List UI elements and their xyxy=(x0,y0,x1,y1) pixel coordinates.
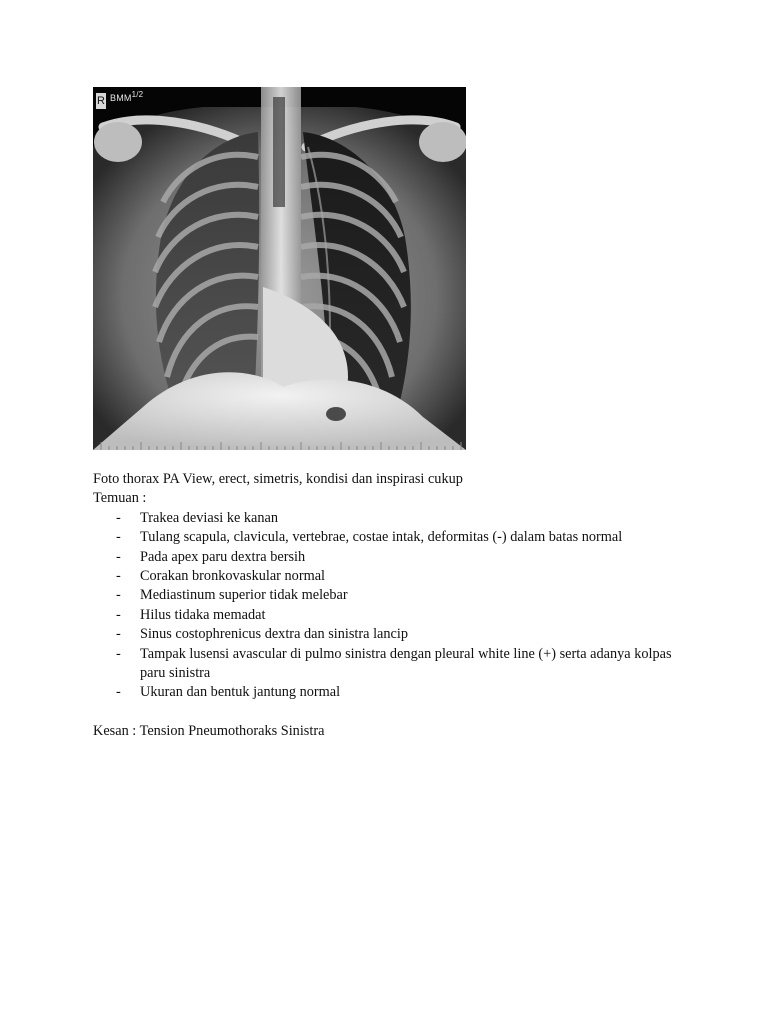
bullet-dash: - xyxy=(116,606,121,623)
chest-xray-drawing xyxy=(93,87,466,450)
finding-text: Tulang scapula, clavicula, vertebrae, costae intak, deformitas (-) dalam batas normal xyxy=(140,529,623,546)
finding-item xyxy=(93,567,693,586)
report-body xyxy=(93,470,693,742)
finding-item xyxy=(93,683,693,702)
finding-text: Sinus costophrenicus dextra dan sinistra lancip xyxy=(140,626,409,643)
finding-text: Pada apex paru dextra bersih xyxy=(140,548,306,565)
bullet-dash: - xyxy=(116,548,121,565)
finding-text: Trakea deviasi ke kanan xyxy=(140,509,279,526)
right-humeral-head xyxy=(94,122,142,162)
finding-item xyxy=(93,528,693,547)
xray-label-id: BMM xyxy=(110,93,132,103)
finding-item xyxy=(93,606,693,625)
gastric-bubble xyxy=(326,407,346,421)
bullet-dash: - xyxy=(116,684,121,701)
left-humeral-head xyxy=(419,122,466,162)
finding-item xyxy=(93,509,693,528)
bullet-dash: - xyxy=(116,645,121,662)
finding-text: Tampak lusensi avascular di pulmo sinistra dengan pleural white line (+) serta adanya kolpas paru sinistra xyxy=(140,645,672,682)
xray-label xyxy=(110,90,143,103)
findings-list xyxy=(93,509,693,703)
bullet-dash: - xyxy=(116,529,121,546)
bullet-dash: - xyxy=(116,509,121,526)
report-header: Foto thorax PA View, erect, simetris, kondisi dan inspirasi cukup xyxy=(93,471,463,487)
chest-xray-image xyxy=(93,87,466,450)
impression: Kesan : Tension Pneumothoraks Sinistra xyxy=(93,723,325,740)
bullet-dash: - xyxy=(116,568,121,585)
finding-text: Ukuran dan bentuk jantung normal xyxy=(140,684,341,701)
finding-item xyxy=(93,645,693,684)
trachea xyxy=(273,97,285,207)
finding-item xyxy=(93,625,693,644)
xray-label-fraction: 1/2 xyxy=(131,90,144,99)
finding-text: Mediastinum superior tidak melebar xyxy=(140,587,348,604)
spacer xyxy=(93,703,693,722)
xray-side-marker: R xyxy=(97,95,105,107)
finding-text: Corakan bronkovaskular normal xyxy=(140,568,326,585)
finding-item xyxy=(93,586,693,605)
finding-text: Hilus tidaka memadat xyxy=(140,606,266,623)
bullet-dash: - xyxy=(116,587,121,604)
finding-item xyxy=(93,548,693,567)
findings-label: Temuan : xyxy=(93,490,147,507)
bullet-dash: - xyxy=(116,626,121,643)
